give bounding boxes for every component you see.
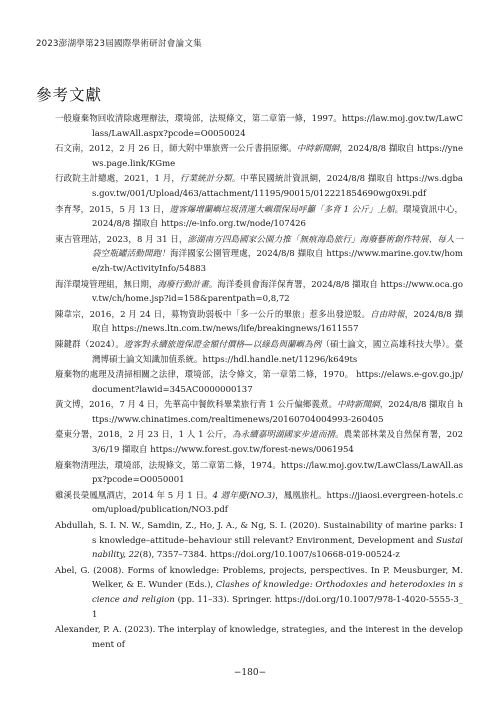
- reference-list: [55, 112, 463, 653]
- running-header: 2023澎湖學第23屆國際學術研討會論文集: [36, 39, 202, 49]
- reference-italic-text: 4 週年慶(NO.3): [212, 490, 276, 501]
- reference-entry: [55, 142, 463, 171]
- reference-text: Alexander, P. A. (2023). The interplay of knowledge, strategies, and the interest in the development of: [55, 625, 463, 650]
- reference-entry: [55, 112, 463, 141]
- reference-text: https://law.moj.gov.tw/LawClass/LawAll.aspx?pcode=O0050024: [92, 114, 463, 139]
- reference-entry: [55, 623, 463, 652]
- page-number: −180−: [233, 668, 267, 678]
- reference-text: 海洋環境管理組，無日期，: [55, 279, 158, 290]
- reference-italic-text: 自由時報: [370, 309, 405, 320]
- reference-text: ，2024/8/8 擷取自 https://ynews.page.link/KGme: [92, 144, 463, 169]
- reference-entry: [55, 203, 463, 232]
- reference-text: （碩士論文，國立高雄科技大學）。臺灣博碩士論文知識加值系統。https://hdl.handle.net/11296/k649ts: [92, 339, 463, 365]
- reference-italic-text: 海廢行動計畫: [157, 279, 209, 290]
- reference-text: 陳鍵群（2024）。: [55, 339, 124, 350]
- reference-italic-text: Sustainability, 22: [92, 535, 463, 561]
- reference-text: 李育琴，2015，5 月 13 日，: [55, 204, 170, 215]
- reference-entry: [55, 233, 463, 277]
- reference-text: 黃文博，2016，7 月 4 日，先華高中餐飲科畢業旅行背 1 公斤偏鄉義煮。: [55, 400, 338, 411]
- reference-italic-text: 行業統計分類: [180, 174, 232, 185]
- section-title: 參考文獻: [36, 86, 103, 105]
- reference-text: ，鳳凰旅札。https://jiaosi.evergreen-hotels.com/upload/publication/NO3.pdf: [92, 490, 463, 516]
- reference-text: 陳韋宗，2016，2 月 24 日，募物資助弱板中「多一公斤的畢旅」惹多出發逆駁。: [55, 309, 371, 320]
- reference-text: 臺東分署，2018，2 月 23 日，1 人 1 公斤，: [55, 430, 233, 441]
- reference-text: 廢棄物的處理及清掃相關之法律，環境部，法令條文，第一章第二條，1970。 https://elaws.e-gov.go.jp/document?lawid=345AC0000000137: [55, 370, 463, 395]
- reference-text: 。中華民國統計資訊網，2024/8/8 擷取自 https://ws.dgbas.gov.tw/001/Upload/463/attachment/11195/90015/012221854690wg0x9i.pdf: [92, 174, 463, 199]
- reference-italic-text: 中時新聞網: [337, 400, 380, 411]
- reference-text: 雞溪長榮鳳凰酒店，2014 年 5 月 1 日。: [55, 490, 213, 501]
- reference-text: 行政院主計總處，2021，1 月，: [55, 174, 180, 185]
- reference-entry: [55, 489, 463, 518]
- reference-text: 海洋國家公園管理處，2024/8/8 擷取自 https://www.marine.gov.tw/home/zh-tw/ActivityInfo/54883: [92, 249, 463, 274]
- reference-text: 。環境資訊中心，2024/8/8 擷取自 https://e-info.org.tw/node/107426: [92, 204, 463, 230]
- reference-text: 東吉管理站，2023，8 月 31 日，: [55, 234, 188, 245]
- reference-italic-text: Clashes of knowledge: Orthodoxies and heterodoxies in science and religion: [92, 580, 464, 605]
- reference-text: 。農業部林業及自然保育署，2023/6/19 擷取自 https://www.forest.gov.tw/forest-news/0061954: [92, 430, 463, 456]
- reference-italic-text: 中時新聞網: [296, 144, 340, 155]
- reference-text: ，2024/8/8 擷取自 https://news.ltn.com.tw/news/life/breakingnews/1611557: [92, 309, 463, 335]
- reference-text: 石文南，2012，2 月 26 日，師大附中畢旅齊一公斤書捐原鄉。: [55, 144, 297, 155]
- reference-text: (8), 7357–7384. https://doi.org/10.1007/s10668-019-00524-z: [139, 550, 400, 561]
- reference-text: (pp. 11–33). Springer. https://doi.org/10.1007/978-1-4020-5555-3_1: [92, 595, 463, 620]
- reference-entry: [55, 564, 463, 622]
- reference-italic-text: 遊客對永續旅遊保證金額付價格—以綠島與蘭嶼為例: [123, 339, 322, 350]
- reference-entry: [55, 398, 463, 427]
- reference-entry: [55, 172, 463, 201]
- reference-entry: [55, 308, 463, 337]
- reference-entry: [55, 519, 463, 563]
- reference-text: Abel, G. (2008). Forms of knowledge: Problems, projects, perspectives. In P. Meusburger, M. Welker, & E. Wunder (Eds.),: [55, 565, 463, 591]
- reference-text: 。海洋委員會海洋保育署，2024/8/8 擷取自 https://www.oca.gov.tw/ch/home.jsp?id=158&parentpath=0,8,72: [92, 279, 463, 305]
- reference-entry: [55, 428, 463, 457]
- reference-text: Abdullah, S. I. N. W., Samdin, Z., Ho, J. A., & Ng, S. I. (2020). Sustainability of marine parks: Is knowledge–attitude–behaviour still relevant? Environment, Development and: [55, 521, 463, 546]
- reference-entry: [55, 338, 463, 367]
- reference-entry: [55, 368, 463, 397]
- reference-entry: [55, 278, 463, 307]
- reference-text: 一般廢棄物回收清除處理辦法，環境部，法規條文，第二章第一條，1997。: [55, 114, 342, 124]
- reference-text: ，2024/8/8 擷取自 https://www.chinatimes.com/realtimenews/20160704004993-260405: [92, 400, 463, 425]
- reference-italic-text: 遊客爆增蘭嶼垃圾清運大嶼環保局呼籲「多背 1 公斤」上船: [169, 204, 395, 215]
- reference-italic-text: 為永續嘉明湖國家步道而揹: [232, 430, 336, 441]
- reference-text: 廢棄物清理法，環境部，法規條文，第二章第二條，1974。https://law.moj.gov.tw/LawClass/LawAll.aspx?pcode=O0050001: [55, 460, 463, 486]
- reference-entry: [55, 459, 463, 488]
- reference-italic-text: 澎湖南方四島國家公園力推「無痕海島旅行」海廢藝術創作特展、每人一袋空瓶罐活動開跑！: [92, 234, 463, 260]
